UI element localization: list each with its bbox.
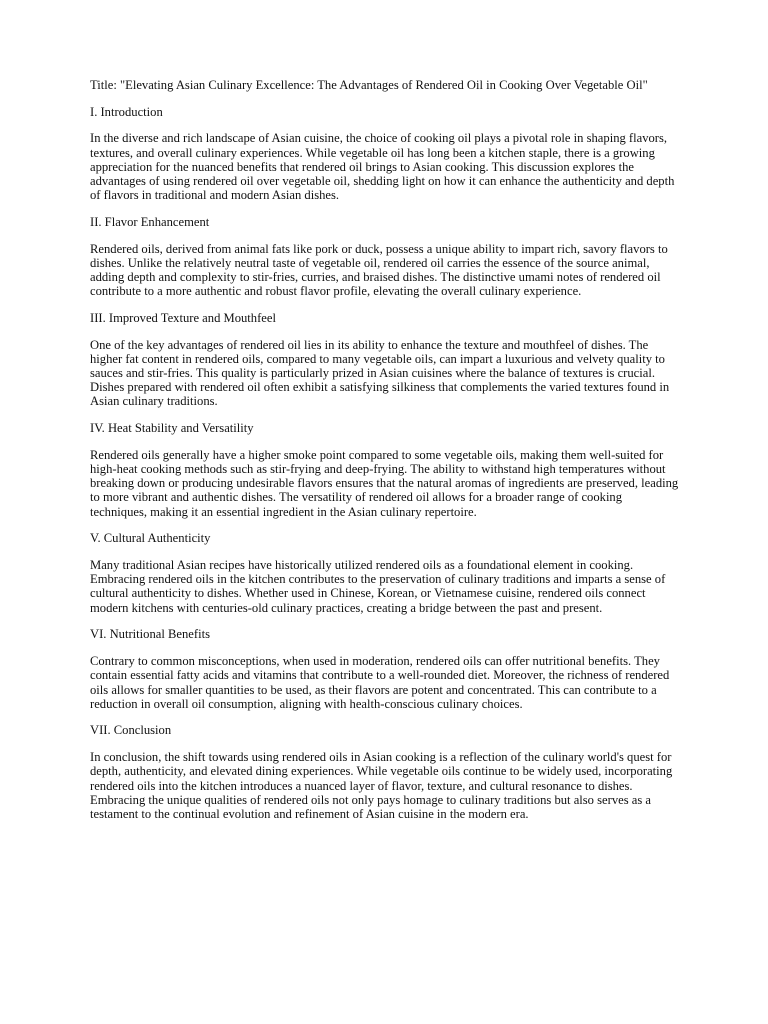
section-body-nutritional-benefits: Contrary to common misconceptions, when used in moderation, rendered oils can offer nutritional benefits. They contain essential fatty acids and vitamins that contribute to a well-rounded diet. Moreover, the richness of rendered oils allows for smaller quantities to be used, as their flavors are potent and concentrated. This can contribute to a reduction in overall oil consumption, aligning with health-conscious culinary choices. (90, 654, 670, 711)
section-heading-nutritional-benefits: VI. Nutritional Benefits (90, 627, 210, 642)
section-heading-heat-stability: IV. Heat Stability and Versatility (90, 421, 254, 436)
section-body-cultural-authenticity: Many traditional Asian recipes have historically utilized rendered oils as a foundational element in cooking. Embracing rendered oils in the kitchen contributes to the preservation of culinary traditions and imparts a sense of cultural authenticity to dishes. Whether used in Chinese, Korean, or Vietnamese cuisine, rendered oils connect modern kitchens with centuries-old culinary practices, creating a bridge between the past and present. (90, 558, 666, 615)
section-heading-introduction: I. Introduction (90, 104, 163, 119)
document-page (90, 78, 680, 834)
section-heading-flavor-enhancement: II. Flavor Enhancement (90, 214, 210, 229)
section-heading-conclusion: VII. Conclusion (90, 723, 172, 738)
section-body-heat-stability: Rendered oils generally have a higher smoke point compared to some vegetable oils, making them well-suited for high-heat cooking methods such as stir-frying and deep-frying. The ability to withstand high temperatures without breaking down or producing undesirable flavors ensures that the natural aromas of ingredients are preserved, leading to more vibrant and authentic dishes. The versatility of rendered oil allows for a broader range of cooking techniques, making it an essential ingredient in the Asian culinary repertoire. (90, 447, 679, 519)
section-body-texture-mouthfeel: One of the key advantages of rendered oil lies in its ability to enhance the texture and mouthfeel of dishes. The higher fat content in rendered oils, compared to many vegetable oils, can impart a luxurious and velvety quality to sauces and stir-fries. This quality is particularly prized in Asian cuisines where the balance of textures is crucial. Dishes prepared with rendered oil often exhibit a satisfying silkiness that complements the varied textures found in Asian culinary traditions. (90, 337, 670, 409)
section-body-introduction: In the diverse and rich landscape of Asian cuisine, the choice of cooking oil plays a pivotal role in shaping flavors, textures, and overall culinary experiences. While vegetable oil has long been a kitchen staple, there is a growing appreciation for the nuanced benefits that rendered oil brings to Asian cooking. This discussion explores the advantages of using rendered oil over vegetable oil, shedding light on how it can enhance the authenticity and depth of flavors in traditional and modern Asian dishes. (90, 131, 675, 203)
section-heading-texture-mouthfeel: III. Improved Texture and Mouthfeel (90, 310, 276, 325)
document-title: Title: "Elevating Asian Culinary Excellence: The Advantages of Rendered Oil in Cooking Over Vegetable Oil" (90, 78, 648, 92)
section-heading-cultural-authenticity: V. Cultural Authenticity (90, 531, 211, 546)
section-body-conclusion: In conclusion, the shift towards using rendered oils in Asian cooking is a reflection of the culinary world's quest for depth, authenticity, and elevated dining experiences. While vegetable oils continue to be widely used, incorporating rendered oils into the kitchen introduces a nuanced layer of flavor, texture, and cultural resonance to dishes. Embracing the unique qualities of rendered oils not only pays homage to culinary traditions but also serves as a testament to the continual evolution and refinement of Asian cuisine in the modern era. (90, 750, 673, 821)
section-body-flavor-enhancement: Rendered oils, derived from animal fats like pork or duck, possess a unique ability to impart rich, savory flavors to dishes. Unlike the relatively neutral taste of vegetable oil, rendered oil carries the essence of the source animal, adding depth and complexity to stir-fries, curries, and braised dishes. The distinctive umami notes of rendered oil contribute to a more authentic and robust flavor profile, elevating the overall culinary experience. (90, 241, 668, 299)
